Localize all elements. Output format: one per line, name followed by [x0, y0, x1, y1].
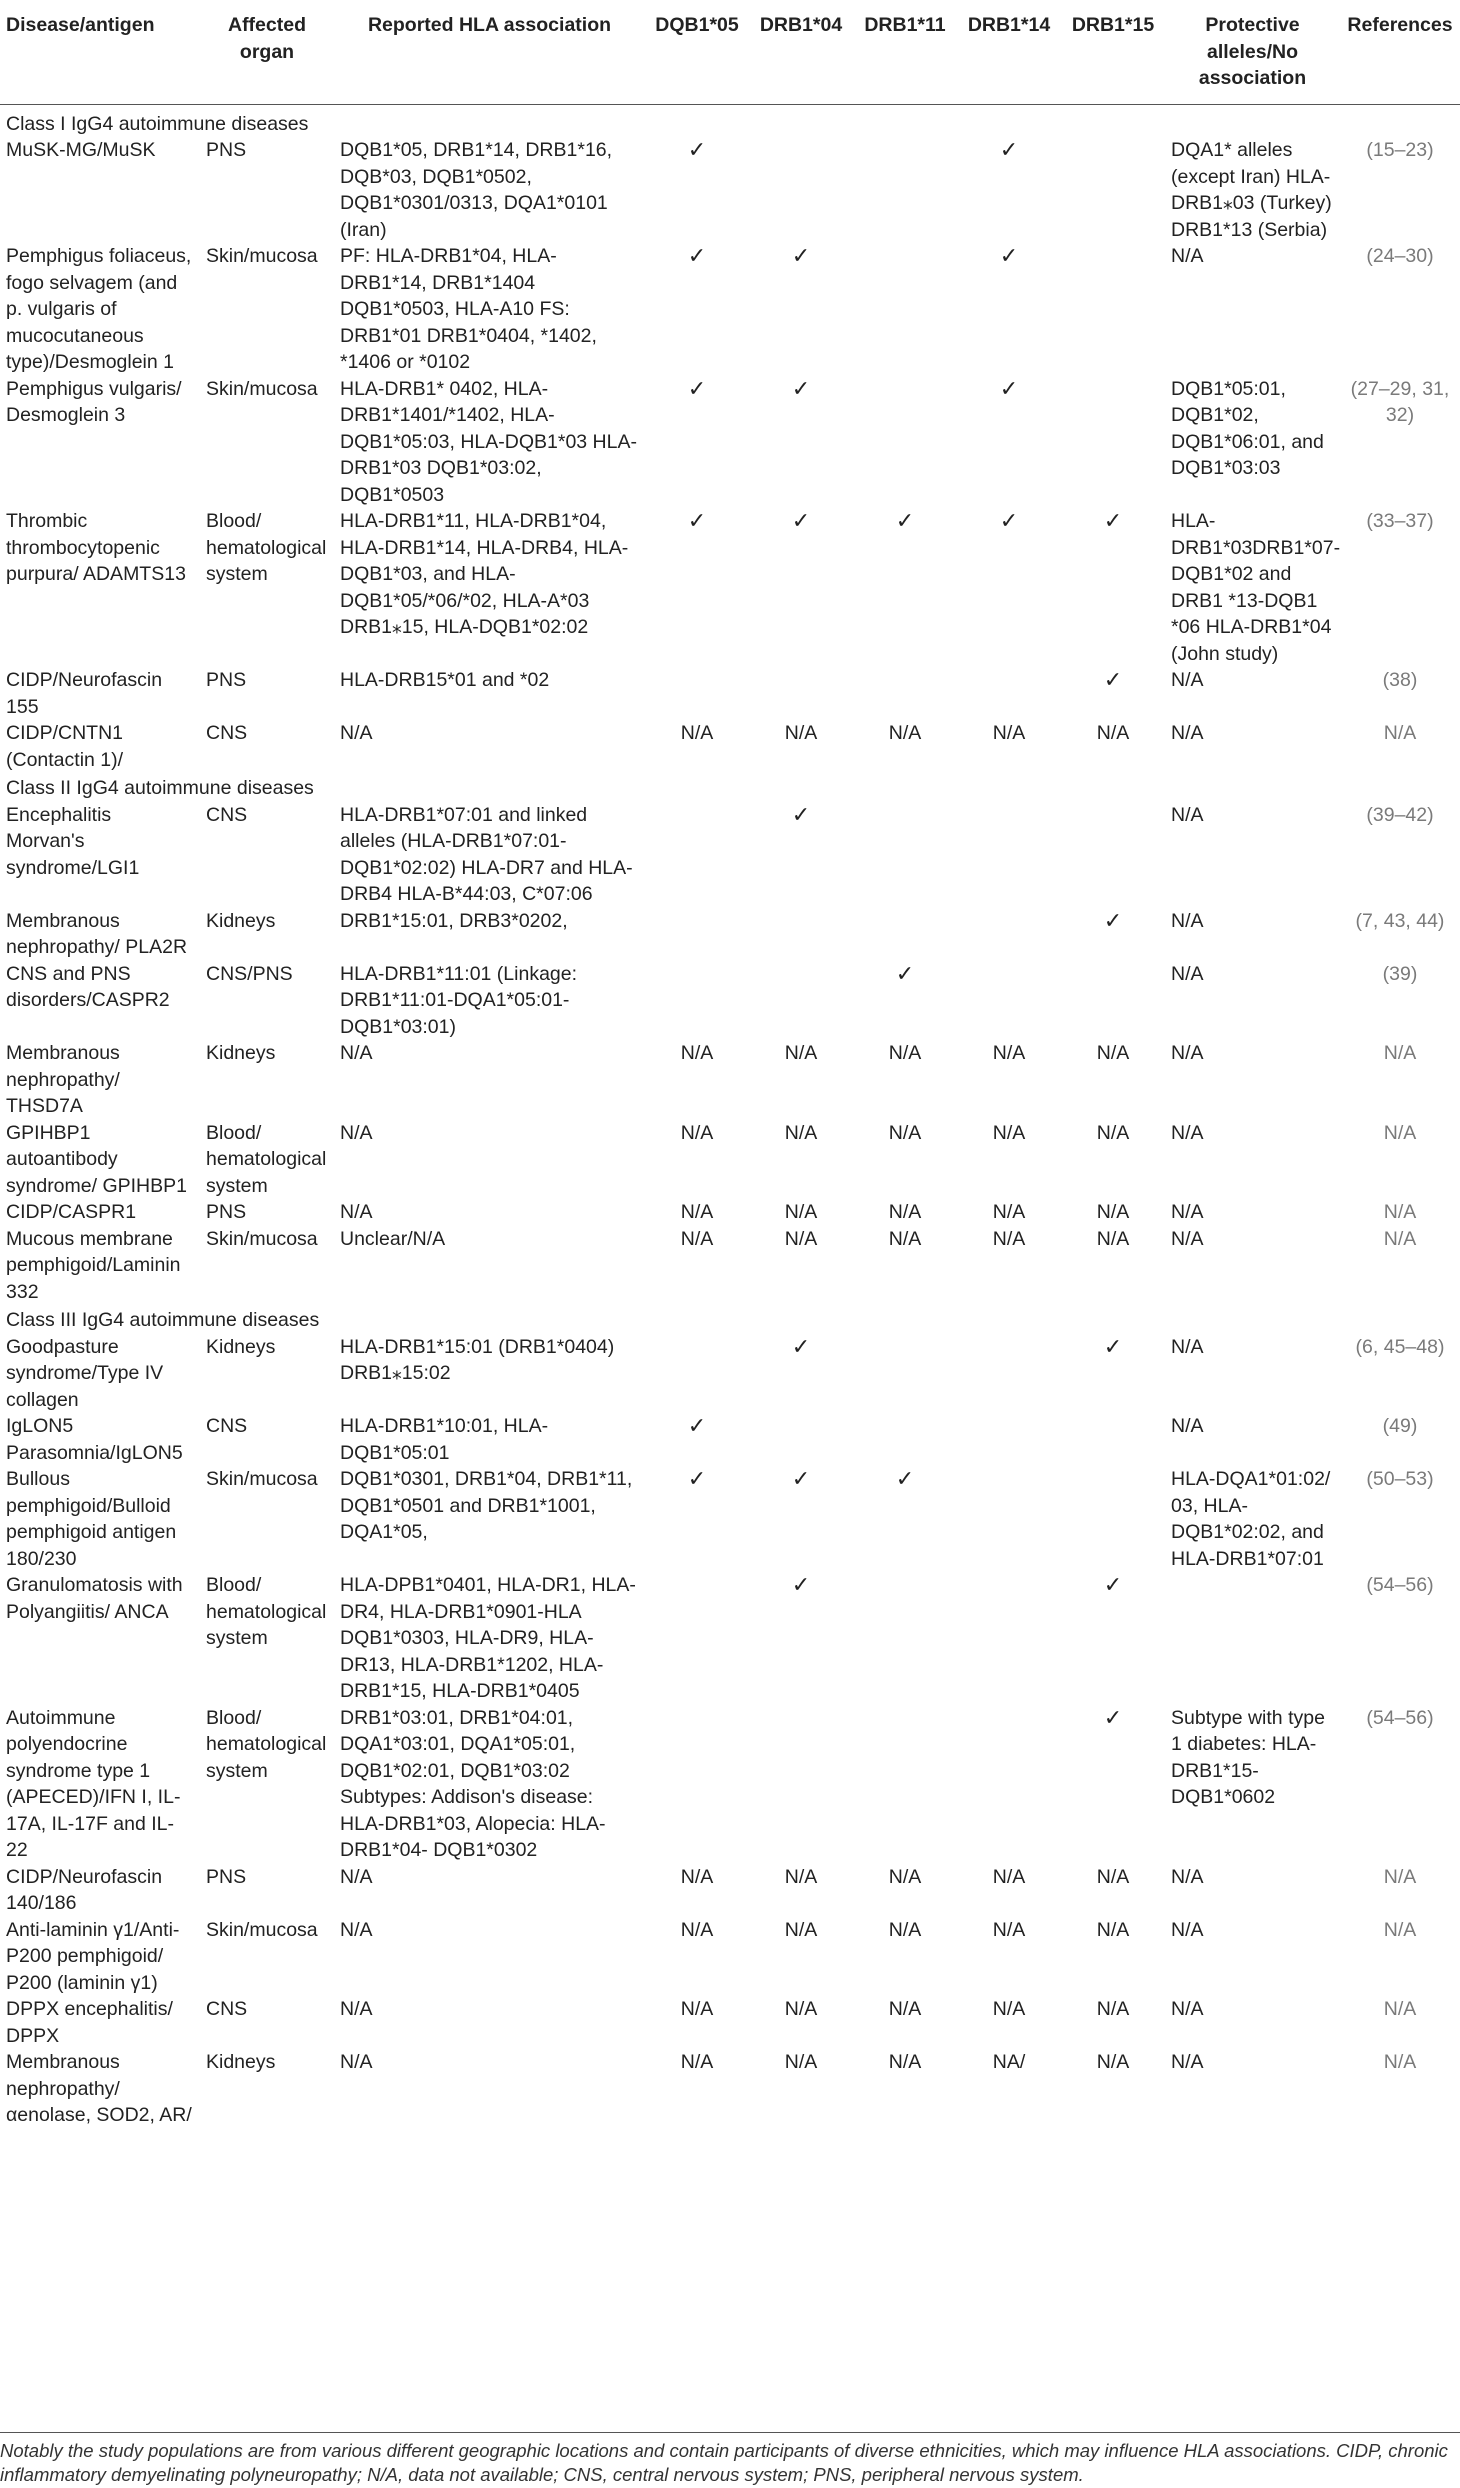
- cell-hla-association: HLA-DRB1*07:01 and linked alleles (HLA-DRB1*07:01- DQB1*02:02) HLA-DR7 and HLA-DRB4 HLA-B*44:03, C*07:06: [340, 803, 633, 905]
- cell-drb1-15: [1061, 243, 1165, 376]
- cell-references: (7, 43, 44): [1355, 909, 1445, 932]
- cell-disease: DPPX encephalitis/ DPPX: [6, 1998, 173, 2047]
- cell-disease: Membranous nephropathy/ αenolase, SOD2, AR/: [6, 2051, 192, 2126]
- table-row: [0, 1334, 1460, 1414]
- cell-dqb1-05: [645, 667, 749, 720]
- table-row: [0, 243, 1460, 376]
- cell-organ: Skin/mucosa: [206, 245, 318, 267]
- header-drb111: DRB1*11: [853, 0, 957, 104]
- table-row: [0, 908, 1460, 961]
- cell-drb1-14: [957, 961, 1061, 1041]
- cell-hla-association: HLA-DRB15*01 and *02: [340, 669, 550, 691]
- table-row: [0, 1226, 1460, 1306]
- cell-drb1-15: ✓: [1103, 1333, 1123, 1359]
- cell-dqb1-05: N/A: [680, 1201, 714, 1223]
- cell-disease: Pemphigus vulgaris/ Desmoglein 3: [6, 377, 182, 426]
- cell-drb1-15: [1061, 137, 1165, 243]
- cell-drb1-14: N/A: [992, 1865, 1026, 1888]
- cell-protective-alleles: N/A: [1171, 1201, 1204, 1223]
- cell-drb1-15: ✓: [1103, 1572, 1123, 1597]
- cell-drb1-15: ✓: [1103, 907, 1123, 933]
- cell-drb1-04: [749, 908, 853, 961]
- cell-drb1-14: [957, 1466, 1061, 1572]
- cell-protective-alleles: N/A: [1171, 2051, 1204, 2073]
- cell-hla-association: N/A: [340, 1121, 373, 1144]
- cell-hla-association: N/A: [340, 1998, 373, 2020]
- cell-drb1-14: N/A: [992, 1998, 1026, 2020]
- cell-protective-alleles: Subtype with type 1 diabetes: HLA-DRB1*15-DQB1*0602: [1171, 1706, 1325, 1808]
- cell-drb1-15: N/A: [1096, 722, 1130, 744]
- cell-disease: CIDP/Neurofascin 140/186: [6, 1865, 163, 1914]
- cell-drb1-15: [1061, 1413, 1165, 1466]
- table-row: [0, 1864, 1460, 1917]
- cell-drb1-11: N/A: [888, 722, 922, 744]
- cell-dqb1-05: [645, 908, 749, 961]
- cell-organ: Kidneys: [206, 909, 276, 932]
- cell-references: (49): [1382, 1415, 1418, 1437]
- cell-dqb1-05: ✓: [687, 1466, 707, 1491]
- header-protective: Protective alleles/No association: [1165, 0, 1340, 104]
- cell-disease: Thrombic thrombocytopenic purpura/ ADAMTS13: [6, 510, 186, 585]
- cell-protective-alleles: N/A: [1171, 245, 1204, 267]
- cell-organ: Blood/ hematological system: [206, 1706, 327, 1782]
- cell-drb1-14: [957, 908, 1061, 961]
- cell-hla-association: HLA-DRB1*11, HLA-DRB1*04, HLA-DRB1*14, HLA-DRB4, HLA-DQB1*03, and HLA-DQB1*05/*06/*02, HLA-A*03 DRB1⁎15, HLA-DQB1*02:02: [340, 510, 629, 638]
- cell-drb1-11: N/A: [888, 1042, 922, 1064]
- header-organ: Affected organ: [200, 0, 334, 104]
- table-row: [0, 1572, 1460, 1705]
- cell-drb1-15: N/A: [1096, 1227, 1130, 1250]
- cell-disease: Encephalitis Morvan's syndrome/LGI1: [6, 803, 140, 879]
- cell-drb1-11: N/A: [888, 1227, 922, 1250]
- cell-dqb1-05: ✓: [687, 243, 707, 268]
- cell-disease: Mucous membrane pemphigoid/Laminin 332: [6, 1227, 181, 1303]
- cell-drb1-15: ✓: [1103, 508, 1123, 533]
- cell-dqb1-05: N/A: [680, 722, 714, 744]
- header-drb115: DRB1*15: [1061, 0, 1165, 104]
- cell-drb1-11: [853, 802, 957, 908]
- cell-drb1-14: N/A: [992, 1227, 1026, 1250]
- cell-protective-alleles: DQB1*05:01, DQB1*02, DQB1*06:01, and DQB1*03:03: [1171, 377, 1324, 479]
- cell-organ: CNS: [206, 1415, 248, 1437]
- cell-hla-association: HLA-DRB1*15:01 (DRB1*0404) DRB1⁎15:02: [340, 1335, 615, 1384]
- cell-drb1-14: [957, 802, 1061, 908]
- cell-dqb1-05: ✓: [687, 1413, 707, 1438]
- cell-dqb1-05: N/A: [680, 1042, 714, 1064]
- cell-protective-alleles: N/A: [1171, 803, 1204, 826]
- cell-drb1-04: N/A: [784, 1121, 818, 1144]
- cell-dqb1-05: [645, 961, 749, 1041]
- cell-drb1-14: ✓: [999, 243, 1019, 268]
- cell-disease: Autoimmune polyendocrine syndrome type 1 (APECED)/IFN I, IL-17A, IL-17F and IL-22: [6, 1706, 181, 1861]
- cell-organ: Blood/ hematological system: [206, 510, 327, 585]
- cell-drb1-11: N/A: [888, 2051, 922, 2073]
- table-row: [0, 1040, 1460, 1120]
- cell-drb1-14: [957, 1572, 1061, 1705]
- cell-protective-alleles: HLA-DQA1*01:02/ 03, HLA-DQB1*02:02, and HLA-DRB1*07:01: [1171, 1468, 1331, 1570]
- cell-drb1-04: N/A: [784, 1918, 818, 1941]
- cell-drb1-04: ✓: [791, 243, 811, 268]
- cell-drb1-14: N/A: [992, 1918, 1026, 1941]
- cell-drb1-11: N/A: [888, 1201, 922, 1223]
- cell-dqb1-05: N/A: [680, 1121, 714, 1144]
- cell-dqb1-05: [645, 1705, 749, 1864]
- table-body: [0, 104, 1460, 2129]
- cell-disease: CIDP/CASPR1: [6, 1201, 137, 1223]
- cell-drb1-11: [853, 1413, 957, 1466]
- cell-hla-association: N/A: [340, 1918, 373, 1941]
- table-row: [0, 376, 1460, 509]
- cell-drb1-11: ✓: [895, 1466, 915, 1491]
- cell-organ: Kidneys: [206, 1042, 276, 1064]
- cell-protective-alleles: N/A: [1171, 1227, 1204, 1250]
- cell-dqb1-05: N/A: [680, 1227, 714, 1250]
- cell-protective-alleles: N/A: [1171, 1042, 1204, 1064]
- cell-hla-association: DRB1*03:01, DRB1*04:01, DQA1*03:01, DQA1*05:01, DQB1*02:01, DQB1*03:02 Subtypes: Addison's disease: HLA-DRB1*03, Alopecia: HLA-DRB1*04- DQB1*0302: [340, 1706, 606, 1861]
- table-header-row: [0, 0, 1460, 104]
- cell-drb1-15: N/A: [1096, 1121, 1130, 1144]
- cell-drb1-11: [853, 908, 957, 961]
- cell-organ: PNS: [206, 1201, 247, 1223]
- cell-disease: MuSK-MG/MuSK: [6, 139, 156, 161]
- cell-references: (39–42): [1366, 803, 1434, 826]
- cell-drb1-11: N/A: [888, 1998, 922, 2020]
- cell-organ: PNS: [206, 139, 247, 161]
- header-hla: Reported HLA association: [334, 0, 645, 104]
- cell-hla-association: N/A: [340, 2051, 373, 2073]
- cell-disease: IgLON5 Parasomnia/IgLON5: [6, 1415, 183, 1464]
- cell-hla-association: HLA-DRB1*10:01, HLA-DQB1*05:01: [340, 1415, 549, 1464]
- cell-drb1-15: [1061, 1466, 1165, 1572]
- cell-disease: CIDP/Neurofascin 155: [6, 669, 163, 718]
- cell-references: (54–56): [1366, 1706, 1434, 1729]
- cell-protective-alleles: N/A: [1171, 1918, 1204, 1941]
- header-references: References: [1340, 0, 1460, 104]
- cell-protective-alleles: HLA-DRB1*03DRB1*07-DQB1*02 and DRB1 *13-DQB1 *06 HLA-DRB1*04 (John study): [1171, 510, 1341, 665]
- cell-drb1-04: [749, 1413, 853, 1466]
- cell-dqb1-05: N/A: [680, 1918, 714, 1941]
- cell-protective-alleles: N/A: [1171, 1415, 1204, 1437]
- cell-drb1-15: ✓: [1103, 667, 1123, 692]
- cell-drb1-14: ✓: [999, 375, 1019, 401]
- cell-dqb1-05: [645, 802, 749, 908]
- section-row: [0, 104, 1460, 137]
- cell-drb1-11: N/A: [888, 1918, 922, 1941]
- cell-dqb1-05: ✓: [687, 508, 707, 533]
- cell-references: N/A: [1383, 1918, 1417, 1941]
- cell-drb1-14: ✓: [999, 508, 1019, 533]
- table-footnote: Notably the study populations are from various different geographic locations and contain participants of diverse ethnicities, which may influence HLA associations. CIDP, chronic inflammatory demyelinating polyneuropathy; N/A, data not available; CNS, central nervous system; PNS, peripheral nervous system.: [0, 2432, 1460, 2487]
- table-row: [0, 1996, 1460, 2049]
- cell-dqb1-05: N/A: [680, 1998, 714, 2020]
- cell-drb1-15: ✓: [1103, 1704, 1123, 1730]
- cell-drb1-14: N/A: [992, 1042, 1026, 1064]
- cell-hla-association: PF: HLA-DRB1*04, HLA-DRB1*14, DRB1*1404 DQB1*0503, HLA-A10 FS: DRB1*01 DRB1*0404, *1402, *1406 or *0102: [340, 245, 597, 373]
- cell-drb1-04: N/A: [784, 1227, 818, 1250]
- cell-disease: Goodpasture syndrome/Type IV collagen: [6, 1335, 164, 1411]
- cell-hla-association: N/A: [340, 1201, 373, 1223]
- cell-hla-association: HLA-DPB1*0401, HLA-DR1, HLA-DR4, HLA-DRB1*0901-HLA DQB1*0303, HLA-DR9, HLA-DR13, HLA-DRB1*1202, HLA-DRB1*15, HLA-DRB1*0405: [340, 1574, 636, 1702]
- cell-organ: CNS: [206, 1998, 248, 2020]
- section-title: Class III IgG4 autoimmune diseases: [6, 1309, 320, 1331]
- cell-drb1-04: N/A: [784, 722, 818, 744]
- cell-drb1-11: [853, 1572, 957, 1705]
- header-drb104: DRB1*04: [749, 0, 853, 104]
- section-row: [0, 773, 1460, 802]
- cell-drb1-04: [749, 137, 853, 243]
- table-row: [0, 137, 1460, 243]
- cell-protective-alleles: DQA1* alleles (except Iran) HLA-DRB1⁎03 (Turkey) DRB1*13 (Serbia): [1171, 139, 1332, 241]
- cell-hla-association: DQB1*05, DRB1*14, DRB1*16, DQB*03, DQB1*0502, DQB1*0301/0313, DQA1*0101 (Iran): [340, 139, 613, 241]
- cell-drb1-15: [1061, 802, 1165, 908]
- cell-hla-association: DRB1*15:01, DRB3*0202,: [340, 909, 568, 932]
- cell-references: N/A: [1383, 722, 1417, 744]
- cell-drb1-15: N/A: [1096, 2051, 1130, 2073]
- cell-disease: Anti-laminin γ1/Anti-P200 pemphigoid/ P200 (laminin γ1): [6, 1918, 180, 1994]
- cell-disease: Bullous pemphigoid/Bulloid pemphigoid antigen 180/230: [6, 1468, 177, 1570]
- cell-hla-association: N/A: [340, 722, 373, 744]
- cell-drb1-04: N/A: [784, 2051, 818, 2073]
- table-row: [0, 1413, 1460, 1466]
- cell-organ: Skin/mucosa: [206, 1227, 318, 1250]
- cell-drb1-04: [749, 1705, 853, 1864]
- cell-drb1-14: [957, 1413, 1061, 1466]
- cell-drb1-04: ✓: [791, 1466, 811, 1491]
- table-row: [0, 1705, 1460, 1864]
- cell-protective-alleles: N/A: [1171, 1121, 1204, 1144]
- cell-drb1-04: ✓: [791, 801, 811, 827]
- cell-references: (38): [1382, 669, 1418, 691]
- cell-drb1-15: N/A: [1096, 1918, 1130, 1941]
- cell-drb1-11: N/A: [888, 1865, 922, 1888]
- table-row: [0, 667, 1460, 720]
- table-row: [0, 508, 1460, 667]
- cell-protective-alleles: N/A: [1171, 669, 1204, 691]
- cell-organ: Kidneys: [206, 2051, 276, 2073]
- table-row: [0, 1120, 1460, 1200]
- cell-organ: Skin/mucosa: [206, 1918, 318, 1941]
- cell-references: N/A: [1383, 1121, 1417, 1144]
- cell-references: (24–30): [1366, 245, 1434, 267]
- cell-disease: CNS and PNS disorders/CASPR2: [6, 962, 170, 1011]
- cell-protective-alleles: N/A: [1171, 909, 1204, 932]
- table-row: [0, 802, 1460, 908]
- header-disease: Disease/antigen: [0, 0, 200, 104]
- cell-references: N/A: [1383, 1865, 1417, 1888]
- cell-drb1-04: ✓: [791, 1572, 811, 1597]
- cell-dqb1-05: N/A: [680, 1865, 714, 1888]
- table-row: [0, 1917, 1460, 1997]
- cell-drb1-14: N/A: [992, 1121, 1026, 1144]
- cell-references: N/A: [1383, 1201, 1417, 1223]
- cell-organ: PNS: [206, 669, 247, 691]
- section-title: Class II IgG4 autoimmune diseases: [6, 777, 314, 799]
- cell-organ: CNS: [206, 803, 248, 826]
- cell-references: N/A: [1383, 1042, 1417, 1064]
- cell-drb1-15: N/A: [1096, 1998, 1130, 2020]
- cell-drb1-11: [853, 243, 957, 376]
- cell-drb1-15: N/A: [1096, 1865, 1130, 1888]
- cell-references: N/A: [1383, 1227, 1417, 1250]
- cell-drb1-04: ✓: [791, 1333, 811, 1359]
- cell-drb1-14: [957, 1334, 1061, 1414]
- cell-protective-alleles: N/A: [1171, 722, 1204, 744]
- cell-protective-alleles: N/A: [1171, 962, 1204, 985]
- cell-drb1-04: N/A: [784, 1865, 818, 1888]
- cell-protective-alleles: N/A: [1171, 1998, 1204, 2020]
- cell-drb1-04: N/A: [784, 1042, 818, 1064]
- cell-hla-association: N/A: [340, 1865, 373, 1888]
- cell-drb1-11: N/A: [888, 1121, 922, 1144]
- header-drb114: DRB1*14: [957, 0, 1061, 104]
- section-row: [0, 1305, 1460, 1334]
- cell-dqb1-05: ✓: [687, 137, 707, 162]
- cell-references: (54–56): [1366, 1574, 1434, 1596]
- cell-dqb1-05: [645, 1572, 749, 1705]
- cell-drb1-15: [1061, 961, 1165, 1041]
- cell-drb1-04: ✓: [791, 508, 811, 533]
- table-row: [0, 720, 1460, 773]
- cell-organ: PNS: [206, 1865, 247, 1888]
- cell-disease: Membranous nephropathy/ THSD7A: [6, 1042, 120, 1117]
- cell-drb1-11: [853, 376, 957, 509]
- cell-references: N/A: [1383, 2051, 1417, 2073]
- cell-drb1-11: ✓: [895, 960, 915, 986]
- cell-drb1-04: ✓: [791, 375, 811, 401]
- cell-drb1-04: N/A: [784, 1201, 818, 1223]
- cell-dqb1-05: [645, 1334, 749, 1414]
- cell-drb1-14: NA/: [992, 2051, 1026, 2073]
- cell-hla-association: DQB1*0301, DRB1*04, DRB1*11, DQB1*0501 and DRB1*1001, DQA1*05,: [340, 1468, 633, 1543]
- cell-references: (27–29, 31, 32): [1350, 377, 1450, 426]
- cell-references: (6, 45–48): [1355, 1335, 1445, 1358]
- cell-drb1-15: N/A: [1096, 1201, 1130, 1223]
- cell-drb1-11: [853, 137, 957, 243]
- cell-references: (33–37): [1366, 510, 1434, 532]
- cell-drb1-11: [853, 1334, 957, 1414]
- table-row: [0, 1199, 1460, 1226]
- cell-hla-association: Unclear/N/A: [340, 1227, 446, 1250]
- cell-disease: Pemphigus foliaceus, fogo selvagem (and p. vulgaris of mucocutaneous type)/Desmoglein 1: [6, 245, 192, 373]
- cell-organ: CNS: [206, 722, 248, 744]
- cell-dqb1-05: ✓: [687, 375, 707, 401]
- cell-organ: Skin/mucosa: [206, 1468, 318, 1490]
- cell-disease: Granulomatosis with Polyangiitis/ ANCA: [6, 1574, 183, 1623]
- cell-disease: CIDP/CNTN1 (Contactin 1)/: [6, 722, 124, 771]
- cell-disease: GPIHBP1 autoantibody syndrome/ GPIHBP1: [6, 1121, 187, 1197]
- table-row: [0, 1466, 1460, 1572]
- cell-drb1-14: N/A: [992, 722, 1026, 744]
- cell-drb1-04: [749, 667, 853, 720]
- cell-hla-association: N/A: [340, 1042, 373, 1064]
- cell-drb1-04: N/A: [784, 1998, 818, 2020]
- cell-organ: Blood/ hematological system: [206, 1574, 327, 1649]
- cell-drb1-14: N/A: [992, 1201, 1026, 1223]
- cell-drb1-11: [853, 667, 957, 720]
- cell-drb1-15: N/A: [1096, 1042, 1130, 1064]
- cell-organ: CNS/PNS: [206, 962, 293, 985]
- cell-protective-alleles: N/A: [1171, 1865, 1204, 1888]
- cell-hla-association: HLA-DRB1* 0402, HLA-DRB1*1401/*1402, HLA-DQB1*05:03, HLA-DQB1*03 HLA-DRB1*03 DQB1*03:02, DQB1*0503: [340, 377, 637, 506]
- header-dqb105: DQB1*05: [645, 0, 749, 104]
- cell-references: (39): [1382, 962, 1418, 985]
- cell-hla-association: HLA-DRB1*11:01 (Linkage: DRB1*11:01-DQA1*05:01-DQB1*03:01): [340, 962, 578, 1038]
- table-row: [0, 961, 1460, 1041]
- cell-organ: Skin/mucosa: [206, 377, 318, 400]
- cell-drb1-11: ✓: [895, 508, 915, 533]
- cell-disease: Membranous nephropathy/ PLA2R: [6, 909, 188, 958]
- cell-drb1-04: [749, 961, 853, 1041]
- cell-drb1-11: [853, 1705, 957, 1864]
- cell-drb1-14: [957, 1705, 1061, 1864]
- cell-references: (50–53): [1366, 1468, 1434, 1490]
- section-title: Class I IgG4 autoimmune diseases: [6, 112, 309, 135]
- cell-references: (15–23): [1366, 139, 1434, 161]
- cell-drb1-14: ✓: [999, 137, 1019, 162]
- cell-organ: Blood/ hematological system: [206, 1121, 327, 1197]
- cell-protective-alleles: N/A: [1171, 1335, 1204, 1358]
- cell-dqb1-05: N/A: [680, 2051, 714, 2073]
- cell-protective-alleles: [1165, 1572, 1340, 1705]
- table-row: [0, 2049, 1460, 2129]
- cell-references: N/A: [1383, 1998, 1417, 2020]
- cell-organ: Kidneys: [206, 1335, 276, 1358]
- cell-drb1-15: [1061, 376, 1165, 509]
- cell-drb1-14: [957, 667, 1061, 720]
